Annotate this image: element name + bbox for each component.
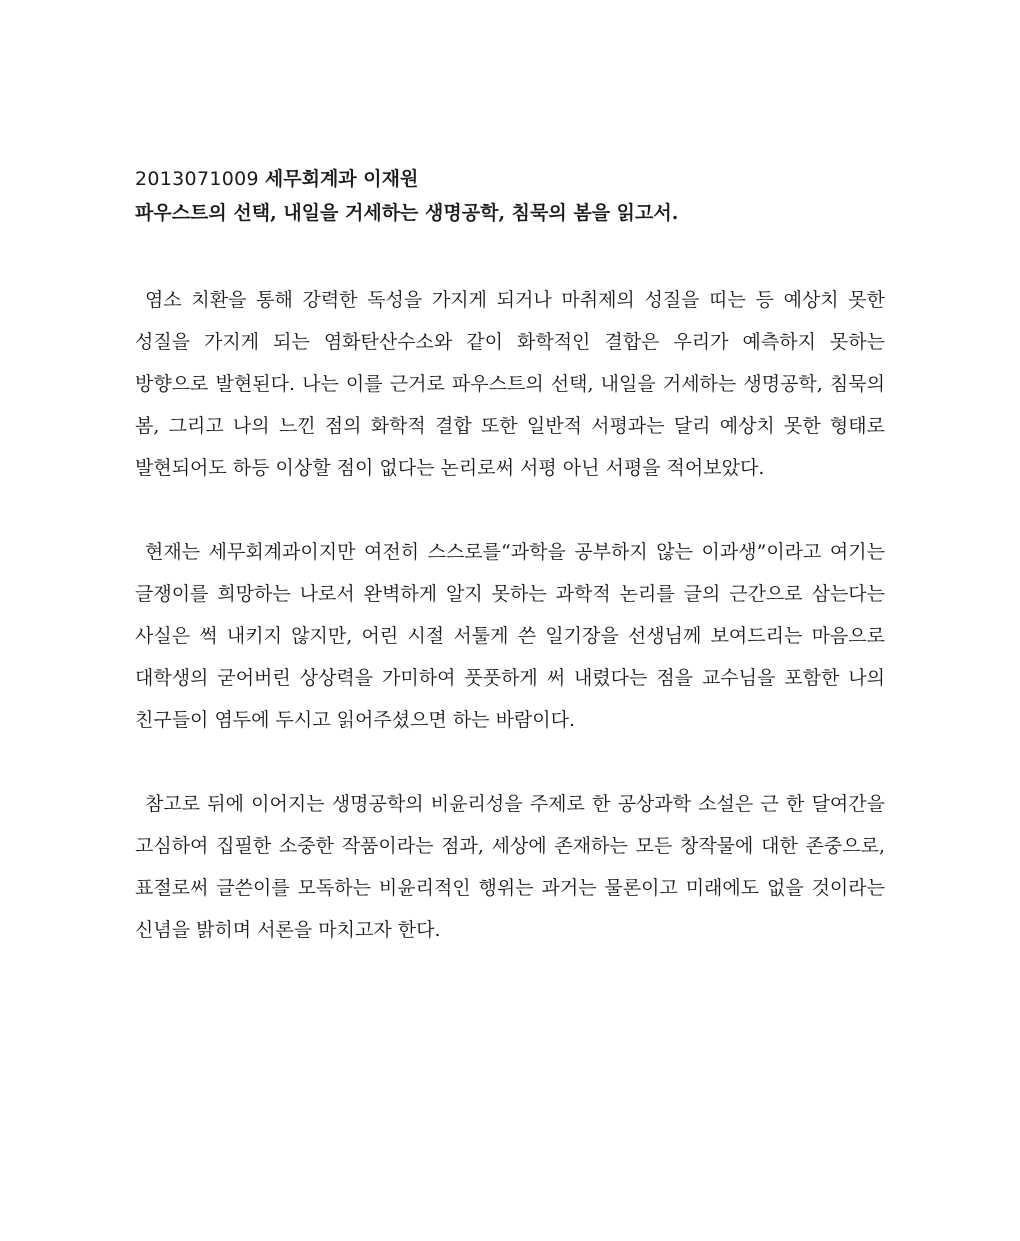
- document-body: [135, 279, 885, 951]
- document-title: 파우스트의 선택, 내일을 거세하는 생명공학, 침묵의 봄을 읽고서.: [135, 202, 679, 224]
- student-name: 세무회계과 이재원: [264, 168, 419, 190]
- paragraph-1: 염소 치환을 통해 강력한 독성을 가지게 되거나 마취제의 성질을 띠는 등 예상치 못한 성질을 가지게 되는 염화탄산수소와 같이 화학적인 결합은 우리가 예측하지 못하는 방향으로 발현된다. 나는 이를 근거로 파우스트의 선택, 내일을 거세하는 생명공학, 침묵의 봄, 그리고 나의 느낀 점의 화학적 결합 또한 일반적 서평과는 달리 예상치 못한 형태로 발현되어도 하등 이상할 점이 없다는 논리로써 서평 아닌 서평을 적어보았다.: [135, 289, 885, 479]
- paragraph-3: 참고로 뒤에 이어지는 생명공학의 비윤리성을 주제로 한 공상과학 소설은 근 한 달여간을 고심하여 집필한 소중한 작품이라는 점과, 세상에 존재하는 모든 창작물에 대한 존중으로, 표절로써 글쓴이를 모독하는 비윤리적인 행위는 과거는 물론이고 미래에도 없을 것이라는 신념을 밝히며 서론을 마치고자 한다.: [135, 793, 885, 941]
- paragraph-2: 현재는 세무회계과이지만 여전히 스스로를“과학을 공부하지 않는 이과생”이라고 여기는 글쟁이를 희망하는 나로서 완벽하게 알지 못하는 과학적 논리를 글의 근간으로 삼는다는 사실은 썩 내키지 않지만, 어린 시절 서툴게 쓴 일기장을 선생님께 보여드리는 마음으로 대학생의 굳어버린 상상력을 가미하여 풋풋하게 써 내렸다는 점을 교수님을 포함한 나의 친구들이 염두에 두시고 읽어주셨으면 하는 바람이다.: [135, 541, 885, 731]
- document-page: [135, 165, 885, 951]
- student-id: 2013071009: [135, 168, 259, 190]
- student-info: [135, 165, 885, 193]
